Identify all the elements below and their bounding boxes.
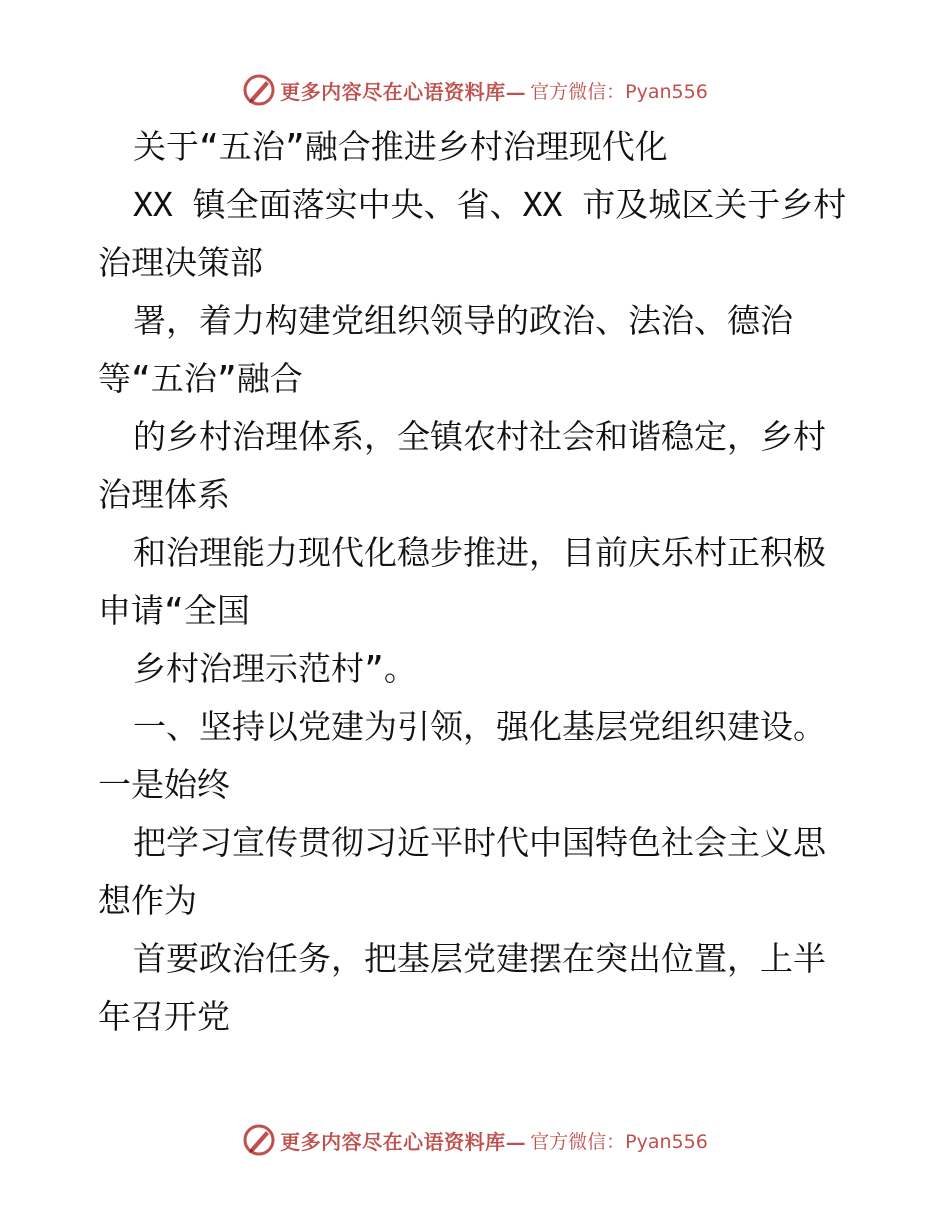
- doc-line: 治理决策部: [98, 243, 263, 282]
- doc-line: 和治理能力现代化稳步推进，目前庆乐村正积极: [133, 533, 826, 572]
- watermark-site-text: 更多内容尽在心语资料库—: [280, 79, 527, 104]
- footer-watermark: [0, 1120, 950, 1160]
- watermark-wechat-text: 官方微信：Pyan556: [530, 80, 708, 103]
- doc-line: 关于“五治”融合推进乡村治理现代化: [133, 127, 668, 166]
- doc-line: 申请“全国: [98, 591, 250, 630]
- watermark-wechat-text: 官方微信：Pyan556: [530, 1130, 708, 1153]
- doc-line: XX 镇全面落实中央、省、XX 市及城区关于乡村: [133, 185, 847, 224]
- doc-line: 等“五治”融合: [98, 359, 303, 398]
- doc-line: 想作为: [98, 881, 197, 920]
- doc-line: 的乡村治理体系，全镇农村社会和谐稳定，乡村: [133, 417, 826, 456]
- doc-line: 一是始终: [98, 765, 230, 804]
- pen-logo-icon: [242, 1123, 276, 1157]
- doc-line: 首要政治任务，把基层党建摆在突出位置，上半: [133, 939, 826, 978]
- doc-line: 把学习宣传贯彻习近平时代中国特色社会主义思: [133, 823, 826, 862]
- doc-line: 署，着力构建党组织领导的政治、法治、德治: [133, 301, 793, 340]
- doc-line: 一、坚持以党建为引领，强化基层党组织建设。: [133, 707, 826, 746]
- doc-line: 治理体系: [98, 475, 230, 514]
- doc-line: 年召开党: [98, 997, 230, 1036]
- doc-line: 乡村治理示范村”。: [133, 649, 417, 688]
- watermark-site-text: 更多内容尽在心语资料库—: [280, 1129, 527, 1154]
